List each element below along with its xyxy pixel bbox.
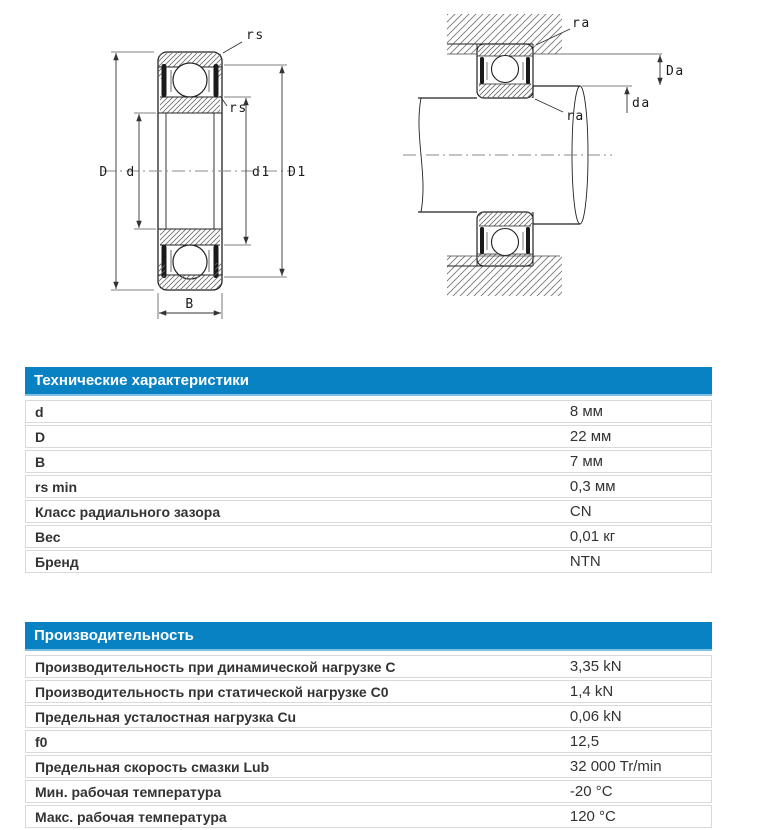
dim-label-ra-top: ra — [572, 16, 591, 31]
section-performance — [25, 622, 712, 830]
spec-value: CN — [561, 500, 712, 523]
spec-label: rs min — [25, 475, 561, 498]
spec-label: Предельная усталостная нагрузка Cu — [25, 705, 561, 728]
bearing-diagrams — [0, 0, 767, 345]
table-row — [25, 400, 712, 423]
spec-label: d — [25, 400, 561, 423]
dim-label-d: d — [126, 165, 136, 180]
section-technical-characteristics — [25, 367, 712, 575]
dim-label-D: D — [99, 165, 109, 180]
spec-value: 0,06 kN — [561, 705, 712, 728]
spec-value: 8 мм — [561, 400, 712, 423]
spec-label: Производительность при динамической нагрузке C — [25, 655, 561, 678]
spec-value: 1,4 kN — [561, 680, 712, 703]
bearing-diagram-svg — [0, 0, 767, 345]
spec-table-performance — [25, 653, 712, 830]
table-row — [25, 655, 712, 678]
spec-label: Мин. рабочая температура — [25, 780, 561, 803]
spec-value: 0,01 кг — [561, 525, 712, 548]
spec-value: 12,5 — [561, 730, 712, 753]
spec-value: 7 мм — [561, 450, 712, 473]
table-row — [25, 425, 712, 448]
leader-ra-inner — [535, 99, 563, 112]
cross-section-view — [99, 28, 306, 319]
table-row — [25, 450, 712, 473]
dim-label-da: da — [632, 96, 651, 111]
table-title: Производительность — [25, 622, 712, 651]
table-row — [25, 475, 712, 498]
table-row — [25, 805, 712, 828]
spec-label: D — [25, 425, 561, 448]
spec-value: 120 °C — [561, 805, 712, 828]
spec-value: NTN — [561, 550, 712, 573]
spec-label: Класс радиального зазора — [25, 500, 561, 523]
dim-label-ra-inner: ra — [566, 109, 585, 124]
mounting-view — [403, 14, 685, 296]
spec-value: 0,3 мм — [561, 475, 712, 498]
dim-label-d1: d1 — [252, 165, 271, 180]
table-row — [25, 705, 712, 728]
dim-label-rs-top: rs — [246, 28, 265, 43]
leader-rs-top — [223, 42, 242, 53]
spec-label: B — [25, 450, 561, 473]
table-row — [25, 755, 712, 778]
table-row — [25, 680, 712, 703]
table-row — [25, 730, 712, 753]
spec-label: Предельная скорость смазки Lub — [25, 755, 561, 778]
table-row — [25, 780, 712, 803]
spec-value: 32 000 Tr/min — [561, 755, 712, 778]
dim-label-rs-inner: rs — [229, 101, 248, 116]
table-title: Технические характеристики — [25, 367, 712, 396]
spec-label: f0 — [25, 730, 561, 753]
dim-label-B: B — [185, 297, 195, 312]
table-row — [25, 500, 712, 523]
spec-table-technical — [25, 398, 712, 575]
dim-label-D1: D1 — [288, 165, 307, 180]
spec-label: Вес — [25, 525, 561, 548]
spec-value: 22 мм — [561, 425, 712, 448]
table-row — [25, 550, 712, 573]
spec-value: -20 °C — [561, 780, 712, 803]
spec-label: Производительность при статической нагрузке C0 — [25, 680, 561, 703]
dim-label-Da: Da — [666, 64, 685, 79]
spec-label: Бренд — [25, 550, 561, 573]
spec-label: Макс. рабочая температура — [25, 805, 561, 828]
table-row — [25, 525, 712, 548]
spec-value: 3,35 kN — [561, 655, 712, 678]
